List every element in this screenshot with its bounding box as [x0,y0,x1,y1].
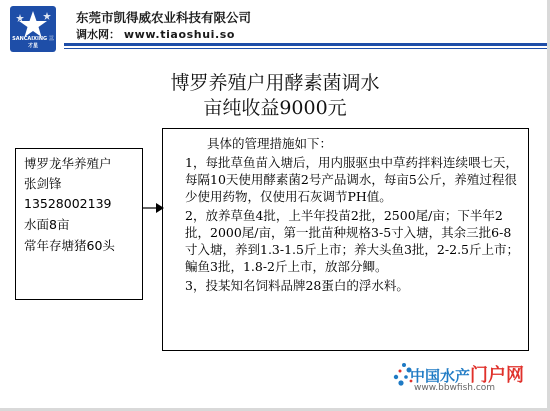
header-rule [64,43,550,46]
farm-area: 水面8亩 [24,217,70,232]
watermark-url: www.bbwfish.com [414,383,496,393]
farm-person: 张剑锋 [24,176,62,191]
header-rule-thin [64,48,550,49]
farm-stock: 常年存塘猪60头 [24,238,115,253]
measures-heading: 具体的管理措施如下： [207,136,333,151]
watermark [384,361,534,395]
farm-name: 博罗龙华养殖户 [24,156,112,171]
farm-phone: 13528002139 [24,196,112,211]
site-url[interactable]: www.tiaoshui.so [123,28,236,41]
measure-item: 1，每批草鱼苗入塘后，用内服驱虫中草药拌料连续喂七天，每隔10天使用酵素菌2号产品调水，每亩5公斤，养殖过程很少使用药物，仅使用石灰调节PH值。 [185,155,518,204]
site-line [76,26,235,42]
management-measures-box [162,128,529,351]
watermark-title-blue: 中国水产 [410,367,471,385]
slide-title-line2: 亩纯收益9000元 [203,97,347,119]
logo-text: SANCAIXING 三才星 [12,36,54,49]
measure-item: 3，投某知名饲料品牌28蛋白的浮水料。 [185,278,409,293]
farm-info-box [15,148,143,300]
company-logo [10,6,56,52]
slide-title-line1: 博罗养殖户用酵素菌调水 [170,72,380,94]
company-name: 东莞市凯得威农业科技有限公司 [76,10,252,25]
measure-item: 2，放养草鱼4批，上半年投苗2批，2500尾/亩；下半年2批，2000尾/亩，第一批苗种规格3-5寸入塘，其余三批6-8寸入塘，养到1.3-1.5斤上市；养大头鱼3批，2-2.5斤上市；鳊鱼3批，1.8-2斤上市，放部分鲫。 [185,208,519,274]
watermark-title-red: 门户网 [470,365,525,386]
site-prefix: 调水网： [76,28,120,41]
